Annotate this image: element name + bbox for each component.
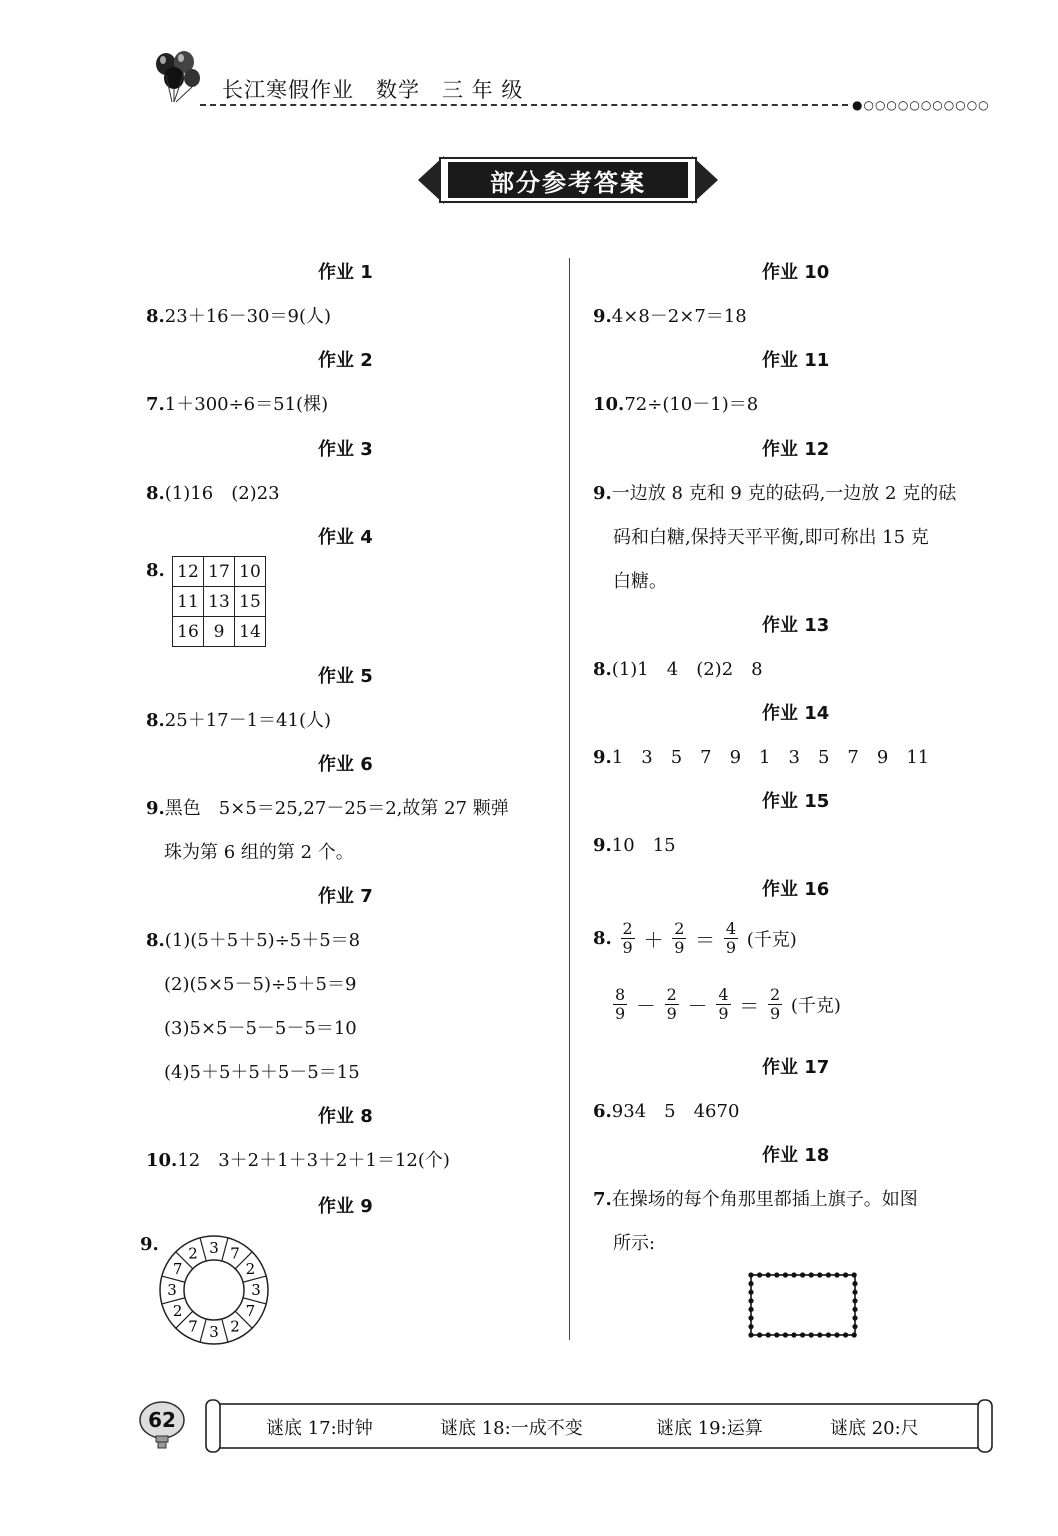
- hw17-answer: [593, 1097, 739, 1123]
- hw2-answer: [146, 390, 328, 416]
- ring-divider: [222, 1319, 228, 1342]
- banner-title: 部分参考答案: [490, 169, 646, 197]
- ring-divider: [222, 1238, 228, 1261]
- answer-text: 1 3 5 7 9 1 3 5 7 9 11: [611, 747, 930, 768]
- hw13-answer: [593, 655, 763, 681]
- q-num: 7.: [146, 394, 165, 415]
- grade: 三 年 级: [442, 78, 524, 102]
- flag-dot: [852, 1281, 857, 1286]
- hw12-heading: 作业 12: [762, 439, 830, 460]
- answer-text: 934 5 4670: [611, 1101, 740, 1122]
- fraction: [724, 920, 738, 957]
- hw3-heading: 作业 3: [318, 439, 373, 460]
- denominator: 9: [725, 938, 737, 957]
- q-num: 8.: [146, 306, 165, 327]
- denominator: 9: [615, 1004, 626, 1023]
- answer-text: 黑色 5×5＝25,27－25＝2,故第 27 颗弹: [164, 798, 509, 819]
- answer-banner: [418, 152, 718, 208]
- plus-sign: ＋: [643, 928, 664, 952]
- ring-number: 7: [245, 1302, 256, 1320]
- flag-dot: [834, 1272, 839, 1277]
- hw12-answer-line3: 白糖。: [613, 571, 667, 592]
- q-num: 9.: [593, 306, 612, 327]
- hw7-answer-line2: (2)(5×5－5)÷5＋5＝9: [164, 974, 357, 995]
- q-num: 10.: [146, 1150, 178, 1171]
- header-dots: ●○○○○○○○○○○○: [852, 98, 990, 112]
- answer-text: 一边放 8 克和 9 克的砝码,一边放 2 克的砝: [611, 483, 957, 504]
- q-num: 10.: [593, 394, 625, 415]
- grid-cell: 14: [235, 617, 266, 647]
- q-num: 8.: [146, 483, 165, 504]
- flag-dot: [852, 1332, 857, 1337]
- flag-dot: [748, 1307, 753, 1312]
- q-num: 8.: [146, 710, 165, 731]
- flag-dot: [852, 1315, 857, 1320]
- hw2-heading: 作业 2: [318, 350, 373, 371]
- hw7-answer-line3: (3)5×5－5－5－5＝10: [164, 1018, 357, 1039]
- flag-dot: [817, 1272, 822, 1277]
- numerator: 4: [725, 919, 737, 938]
- riddle-17: 谜底 17:时钟: [266, 1418, 373, 1439]
- answer-text: 72÷(10－1)＝8: [624, 394, 759, 415]
- hw8-answer: [146, 1146, 450, 1172]
- hw5-answer: [146, 706, 331, 732]
- flag-dot: [748, 1332, 753, 1337]
- answer-text: 在操场的每个角那里都插上旗子。如图: [611, 1189, 918, 1210]
- flag-dot: [766, 1332, 771, 1337]
- q-num: 9.: [593, 747, 612, 768]
- equals-sign: ＝: [695, 928, 716, 952]
- ring-divider: [200, 1319, 206, 1342]
- ring-number: 2: [188, 1244, 198, 1263]
- q-num: 7.: [593, 1189, 612, 1210]
- riddle-19: 谜底 19:运算: [656, 1418, 763, 1439]
- grid-cell: 13: [204, 587, 235, 617]
- balloons-logo: [150, 48, 206, 104]
- grid-cell: 15: [235, 587, 266, 617]
- flag-dot: [852, 1307, 857, 1312]
- q-num: 8.: [146, 930, 165, 951]
- denominator: 9: [674, 938, 685, 957]
- flag-dot: [800, 1272, 805, 1277]
- numerator: 4: [718, 985, 729, 1004]
- numerator: 8: [615, 985, 626, 1004]
- ring-number: 2: [230, 1317, 240, 1336]
- flag-dot: [748, 1272, 753, 1277]
- unit: (千克): [790, 995, 841, 1017]
- hw4-num: [146, 560, 165, 581]
- hw16-equation1: [593, 920, 797, 957]
- ring-number: 2: [172, 1302, 183, 1320]
- flag-dot: [826, 1332, 831, 1337]
- ring-number: 7: [172, 1260, 183, 1278]
- flag-dot: [791, 1272, 796, 1277]
- flag-dot: [757, 1272, 762, 1277]
- riddle-scroll: [204, 1398, 994, 1454]
- ring-number: 2: [245, 1260, 256, 1278]
- hw6-answer-line2: 珠为第 6 组的第 2 个。: [164, 842, 354, 863]
- hw5-heading: 作业 5: [318, 666, 373, 687]
- hw7-answer-line4: (4)5＋5＋5＋5－5＝15: [164, 1062, 360, 1083]
- answer-text: 25＋17－1＝41(人): [164, 710, 332, 731]
- hw17-heading: 作业 17: [762, 1057, 830, 1078]
- flag-dot: [809, 1272, 814, 1277]
- flag-dot: [834, 1332, 839, 1337]
- page-number: 62: [148, 1408, 176, 1432]
- hw13-heading: 作业 13: [762, 615, 830, 636]
- answer-text: 4×8－2×7＝18: [611, 306, 747, 327]
- hw6-heading: 作业 6: [318, 754, 373, 775]
- answer-text: (1)16 (2)23: [164, 483, 280, 504]
- flag-dot: [783, 1272, 788, 1277]
- fraction: [716, 986, 730, 1023]
- hw1-heading: 作业 1: [318, 262, 373, 283]
- number-ring: [158, 1234, 270, 1346]
- book-title: 长江寒假作业: [222, 78, 354, 102]
- page-number-badge: [134, 1398, 190, 1454]
- grid-cell: 9: [204, 617, 235, 647]
- numerator: 2: [666, 985, 677, 1004]
- answer-text: (1)1 4 (2)2 8: [611, 659, 763, 680]
- ring-number: 3: [167, 1281, 177, 1299]
- ring-number: 3: [251, 1281, 261, 1299]
- q-num: 9.: [593, 835, 612, 856]
- flag-dot: [748, 1290, 753, 1295]
- fraction: [621, 920, 635, 957]
- flag-dot: [748, 1298, 753, 1303]
- answer-text: 23＋16－30＝9(人): [164, 306, 332, 327]
- flag-dot: [843, 1272, 848, 1277]
- hw11-answer: [593, 390, 758, 416]
- q-num: 9.: [593, 483, 612, 504]
- grid-cell: 16: [173, 617, 204, 647]
- flag-dot: [852, 1290, 857, 1295]
- flag-dot: [800, 1332, 805, 1337]
- q-num: 8.: [593, 928, 612, 949]
- ring-divider: [200, 1238, 206, 1261]
- hw15-answer: [593, 831, 676, 857]
- flag-dot: [826, 1272, 831, 1277]
- flag-dot: [748, 1315, 753, 1320]
- number-ring-svg: [158, 1234, 270, 1346]
- q-num: 6.: [593, 1101, 612, 1122]
- hw6-answer-line1: [146, 794, 509, 820]
- denominator: 9: [718, 1004, 729, 1023]
- hw18-heading: 作业 18: [762, 1145, 830, 1166]
- flag-dot: [774, 1332, 779, 1337]
- denominator: 9: [769, 1004, 781, 1023]
- answer-text: 1＋300÷6＝51(棵): [164, 394, 329, 415]
- flag-dot: [817, 1332, 822, 1337]
- flag-dot: [748, 1324, 753, 1329]
- hw14-answer: [593, 743, 929, 769]
- flag-dot: [766, 1272, 771, 1277]
- hw18-answer-line1: [593, 1185, 918, 1211]
- flag-dot: [748, 1281, 753, 1286]
- hw1-answer: [146, 302, 331, 328]
- hw14-heading: 作业 14: [762, 703, 830, 724]
- flag-dot: [843, 1332, 848, 1337]
- hw8-heading: 作业 8: [318, 1106, 373, 1127]
- q-num: 8.: [593, 659, 612, 680]
- ring-number: 7: [188, 1317, 198, 1336]
- hw16-heading: 作业 16: [762, 879, 830, 900]
- minus-sign: －: [687, 994, 708, 1018]
- grid-cell: 10: [235, 557, 266, 587]
- hw10-heading: 作业 10: [762, 262, 830, 283]
- answer-text: 12 3＋2＋1＋3＋2＋1＝12(个): [177, 1150, 450, 1171]
- numerator: 2: [674, 919, 685, 938]
- fraction: [613, 986, 627, 1023]
- unit: (千克): [746, 929, 797, 951]
- hw18-answer-line2: 所示:: [613, 1233, 656, 1254]
- flag-dot: [783, 1332, 788, 1337]
- hw3-answer: [146, 479, 280, 505]
- hw10-answer: [593, 302, 747, 328]
- riddle-18: 谜底 18:一成不变: [440, 1418, 583, 1439]
- hw4-heading: 作业 4: [318, 527, 373, 548]
- ring-number: 7: [230, 1244, 240, 1263]
- header-divider: [200, 104, 848, 106]
- fraction: [672, 920, 686, 957]
- header-title: [222, 74, 545, 104]
- flag-dot: [852, 1324, 857, 1329]
- flag-dot: [852, 1298, 857, 1303]
- column-divider: [569, 258, 570, 1340]
- minus-sign: －: [635, 994, 656, 1018]
- flag-dot: [791, 1332, 796, 1337]
- hw7-heading: 作业 7: [318, 886, 373, 907]
- grid-cell: 17: [204, 557, 235, 587]
- fraction: [665, 986, 679, 1023]
- q-num: 9.: [146, 798, 165, 819]
- numerator: 2: [769, 985, 781, 1004]
- denominator: 9: [666, 1004, 677, 1023]
- hw12-answer-line1: [593, 479, 956, 505]
- hw12-answer-line2: 码和白糖,保持天平平衡,即可称出 15 克: [613, 527, 929, 548]
- ring-number: 3: [209, 1239, 219, 1257]
- q-num: 9.: [140, 1234, 159, 1255]
- ring-number: 3: [209, 1323, 219, 1341]
- flag-dot: [757, 1332, 762, 1337]
- hw11-heading: 作业 11: [762, 350, 830, 371]
- playground-flags-svg: [746, 1270, 860, 1340]
- answer-text: (1)(5＋5＋5)÷5＋5＝8: [164, 930, 361, 951]
- magic-square-table: [172, 556, 266, 647]
- grid-cell: 12: [173, 557, 204, 587]
- hw9-heading: 作业 9: [318, 1196, 373, 1217]
- flag-dot: [774, 1272, 779, 1277]
- hw16-equation2: [610, 986, 841, 1023]
- hw7-answer-line1: [146, 926, 360, 952]
- q-num: 8.: [146, 560, 165, 581]
- playground-flags-figure: [746, 1270, 860, 1340]
- flag-dot: [809, 1332, 814, 1337]
- fraction: [768, 986, 782, 1023]
- equals-sign: ＝: [739, 994, 760, 1018]
- magic-square: [172, 556, 266, 647]
- grid-cell: 11: [173, 587, 204, 617]
- riddle-20: 谜底 20:尺: [830, 1418, 919, 1439]
- subject: 数学: [376, 78, 420, 102]
- answer-text: 10 15: [611, 835, 676, 856]
- hw9-num: [140, 1234, 159, 1255]
- flag-dot: [852, 1272, 857, 1277]
- denominator: 9: [622, 938, 633, 957]
- numerator: 2: [622, 919, 633, 938]
- hw15-heading: 作业 15: [762, 791, 830, 812]
